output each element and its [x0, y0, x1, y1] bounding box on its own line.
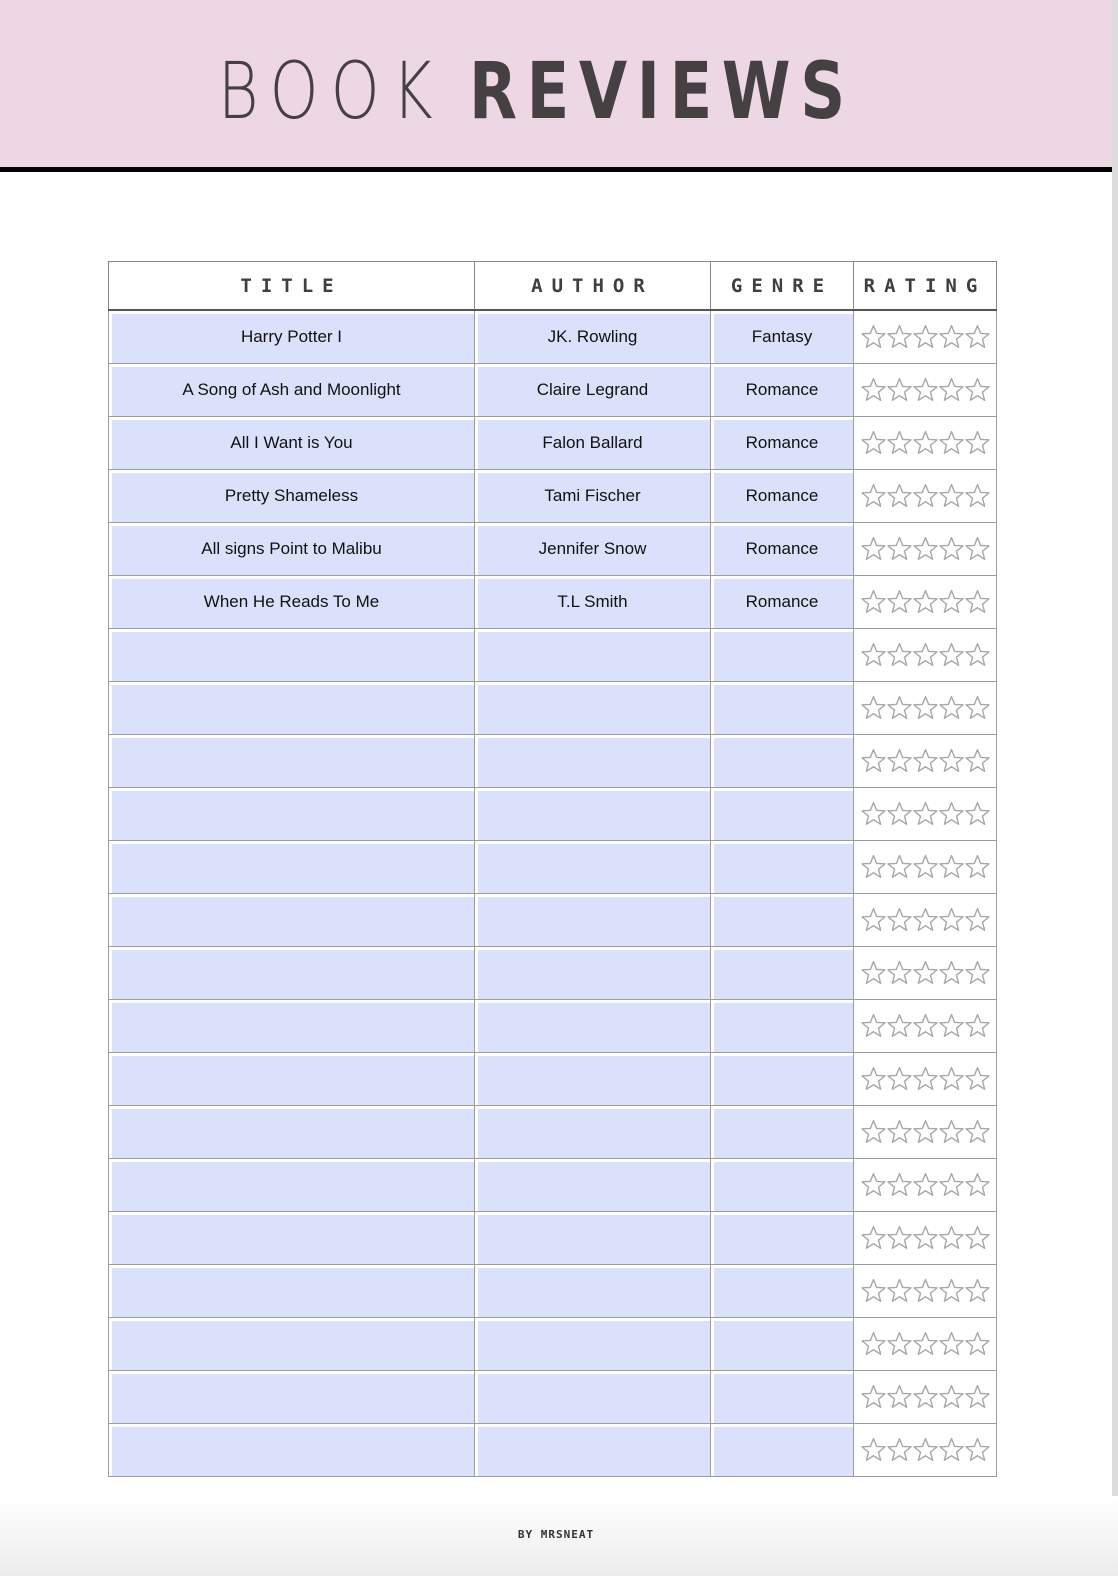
star-outline-icon[interactable]	[964, 324, 991, 350]
page-title-light: BOOK	[217, 47, 445, 137]
author-cell[interactable]: Jennifer Snow	[475, 523, 711, 576]
star-outline-icon[interactable]	[886, 1225, 913, 1251]
title-cell[interactable]: When He Reads To Me	[109, 576, 475, 629]
table-row	[109, 894, 997, 947]
author-cell[interactable]: JK. Rowling	[475, 310, 711, 364]
star-outline-icon[interactable]	[964, 430, 991, 456]
star-outline-icon[interactable]	[860, 1013, 887, 1039]
title-cell[interactable]	[109, 788, 475, 841]
rating-cell	[854, 310, 997, 364]
author-cell[interactable]	[475, 1371, 711, 1424]
star-outline-icon[interactable]	[886, 1066, 913, 1092]
star-outline-icon[interactable]	[938, 907, 965, 933]
genre-cell[interactable]: Romance	[711, 470, 854, 523]
star-outline-icon[interactable]	[912, 1437, 939, 1463]
title-cell[interactable]	[109, 947, 475, 1000]
star-outline-icon[interactable]	[886, 483, 913, 509]
star-outline-icon[interactable]	[938, 377, 965, 403]
author-cell[interactable]	[475, 1159, 711, 1212]
table-row	[109, 576, 997, 629]
star-outline-icon[interactable]	[912, 1119, 939, 1145]
column-header-title: TITLE	[109, 262, 475, 311]
rating-cell	[854, 1000, 997, 1053]
star-outline-icon[interactable]	[938, 695, 965, 721]
author-cell[interactable]	[475, 1318, 711, 1371]
star-outline-icon[interactable]	[938, 483, 965, 509]
genre-cell[interactable]: Romance	[711, 576, 854, 629]
star-outline-icon[interactable]	[964, 695, 991, 721]
page-title	[0, 46, 1112, 138]
genre-cell[interactable]	[711, 1106, 854, 1159]
table-row	[109, 1318, 997, 1371]
star-outline-icon[interactable]	[886, 748, 913, 774]
column-header-rating: RATING	[854, 262, 997, 311]
star-outline-icon[interactable]	[860, 642, 887, 668]
star-outline-icon[interactable]	[912, 483, 939, 509]
star-outline-icon[interactable]	[964, 589, 991, 615]
title-cell[interactable]	[109, 1212, 475, 1265]
table-row	[109, 1000, 997, 1053]
table-row	[109, 1159, 997, 1212]
star-outline-icon[interactable]	[938, 854, 965, 880]
header-banner	[0, 0, 1112, 172]
title-cell[interactable]: Harry Potter I	[109, 310, 475, 364]
title-cell[interactable]	[109, 1000, 475, 1053]
column-header-genre: GENRE	[711, 262, 854, 311]
star-outline-icon[interactable]	[912, 377, 939, 403]
star-outline-icon[interactable]	[912, 695, 939, 721]
genre-cell[interactable]	[711, 1371, 854, 1424]
title-cell[interactable]: Pretty Shameless	[109, 470, 475, 523]
star-outline-icon[interactable]	[860, 748, 887, 774]
star-outline-icon[interactable]	[964, 1013, 991, 1039]
rating-cell	[854, 417, 997, 470]
author-cell[interactable]	[475, 1212, 711, 1265]
author-cell[interactable]: T.L Smith	[475, 576, 711, 629]
title-cell[interactable]	[109, 841, 475, 894]
star-outline-icon[interactable]	[860, 695, 887, 721]
rating-cell	[854, 894, 997, 947]
rating-cell	[854, 735, 997, 788]
table-row	[109, 1053, 997, 1106]
star-outline-icon[interactable]	[886, 1013, 913, 1039]
star-outline-icon[interactable]	[912, 960, 939, 986]
star-outline-icon[interactable]	[886, 1278, 913, 1304]
star-outline-icon[interactable]	[964, 854, 991, 880]
title-cell[interactable]	[109, 1053, 475, 1106]
star-outline-icon[interactable]	[860, 483, 887, 509]
author-cell[interactable]	[475, 947, 711, 1000]
star-outline-icon[interactable]	[938, 1119, 965, 1145]
table-row	[109, 417, 997, 470]
author-cell[interactable]	[475, 841, 711, 894]
genre-cell[interactable]	[711, 841, 854, 894]
author-cell[interactable]	[475, 1424, 711, 1477]
star-outline-icon[interactable]	[964, 907, 991, 933]
star-outline-icon[interactable]	[964, 642, 991, 668]
star-outline-icon[interactable]	[964, 1278, 991, 1304]
star-outline-icon[interactable]	[938, 801, 965, 827]
genre-cell[interactable]: Romance	[711, 523, 854, 576]
author-cell[interactable]	[475, 1265, 711, 1318]
star-outline-icon[interactable]	[912, 324, 939, 350]
star-outline-icon[interactable]	[886, 1172, 913, 1198]
table-row	[109, 1424, 997, 1477]
star-outline-icon[interactable]	[886, 695, 913, 721]
table-body	[109, 310, 997, 1477]
star-outline-icon[interactable]	[886, 536, 913, 562]
author-cell[interactable]	[475, 1000, 711, 1053]
title-cell[interactable]	[109, 894, 475, 947]
star-outline-icon[interactable]	[964, 536, 991, 562]
star-outline-icon[interactable]	[886, 801, 913, 827]
star-outline-icon[interactable]	[912, 854, 939, 880]
star-outline-icon[interactable]	[886, 1384, 913, 1410]
genre-cell[interactable]	[711, 1265, 854, 1318]
rating-cell	[854, 1424, 997, 1477]
star-outline-icon[interactable]	[886, 377, 913, 403]
genre-cell[interactable]	[711, 629, 854, 682]
star-outline-icon[interactable]	[860, 907, 887, 933]
star-outline-icon[interactable]	[886, 960, 913, 986]
star-outline-icon[interactable]	[964, 960, 991, 986]
star-outline-icon[interactable]	[964, 801, 991, 827]
author-cell[interactable]	[475, 1053, 711, 1106]
star-outline-icon[interactable]	[886, 854, 913, 880]
genre-cell[interactable]	[711, 1424, 854, 1477]
star-outline-icon[interactable]	[860, 1331, 887, 1357]
star-outline-icon[interactable]	[860, 1225, 887, 1251]
genre-cell[interactable]: Fantasy	[711, 310, 854, 364]
title-cell[interactable]	[109, 1371, 475, 1424]
title-cell[interactable]	[109, 629, 475, 682]
star-outline-icon[interactable]	[860, 377, 887, 403]
reviews-table	[108, 261, 997, 1477]
star-outline-icon[interactable]	[886, 1331, 913, 1357]
table-row	[109, 364, 997, 417]
star-outline-icon[interactable]	[912, 536, 939, 562]
table-row	[109, 1106, 997, 1159]
genre-cell[interactable]	[711, 1318, 854, 1371]
star-outline-icon[interactable]	[938, 589, 965, 615]
author-cell[interactable]	[475, 629, 711, 682]
table-row	[109, 470, 997, 523]
star-outline-icon[interactable]	[860, 1437, 887, 1463]
star-outline-icon[interactable]	[938, 1278, 965, 1304]
star-outline-icon[interactable]	[860, 536, 887, 562]
title-cell[interactable]	[109, 1159, 475, 1212]
star-outline-icon[interactable]	[886, 430, 913, 456]
star-outline-icon[interactable]	[886, 907, 913, 933]
star-outline-icon[interactable]	[860, 1066, 887, 1092]
author-cell[interactable]: Claire Legrand	[475, 364, 711, 417]
genre-cell[interactable]	[711, 1053, 854, 1106]
star-outline-icon[interactable]	[938, 1013, 965, 1039]
star-outline-icon[interactable]	[938, 1331, 965, 1357]
page-edge	[1112, 0, 1118, 1576]
rating-cell	[854, 682, 997, 735]
genre-cell[interactable]: Romance	[711, 417, 854, 470]
author-cell[interactable]	[475, 788, 711, 841]
star-outline-icon[interactable]	[964, 1225, 991, 1251]
title-cell[interactable]	[109, 1265, 475, 1318]
table-row	[109, 1371, 997, 1424]
table-row	[109, 1212, 997, 1265]
author-cell[interactable]	[475, 1106, 711, 1159]
table-row	[109, 735, 997, 788]
table-row	[109, 841, 997, 894]
table-row	[109, 947, 997, 1000]
star-outline-icon[interactable]	[912, 1172, 939, 1198]
star-outline-icon[interactable]	[860, 430, 887, 456]
genre-cell[interactable]	[711, 894, 854, 947]
table-row	[109, 788, 997, 841]
title-cell[interactable]	[109, 1106, 475, 1159]
genre-cell[interactable]	[711, 1000, 854, 1053]
star-outline-icon[interactable]	[860, 960, 887, 986]
star-outline-icon[interactable]	[860, 1172, 887, 1198]
genre-cell[interactable]	[711, 682, 854, 735]
title-cell[interactable]	[109, 682, 475, 735]
star-outline-icon[interactable]	[912, 1331, 939, 1357]
rating-cell	[854, 1106, 997, 1159]
author-cell[interactable]	[475, 735, 711, 788]
star-outline-icon[interactable]	[860, 589, 887, 615]
star-outline-icon[interactable]	[860, 1384, 887, 1410]
star-outline-icon[interactable]	[964, 377, 991, 403]
star-outline-icon[interactable]	[912, 430, 939, 456]
rating-cell	[854, 1053, 997, 1106]
star-outline-icon[interactable]	[964, 1119, 991, 1145]
star-outline-icon[interactable]	[912, 1278, 939, 1304]
star-outline-icon[interactable]	[912, 801, 939, 827]
star-outline-icon[interactable]	[964, 1066, 991, 1092]
star-outline-icon[interactable]	[938, 642, 965, 668]
rating-cell	[854, 1212, 997, 1265]
rating-cell	[854, 1318, 997, 1371]
page-title-bold: REVIEWS	[469, 47, 855, 137]
star-outline-icon[interactable]	[964, 1437, 991, 1463]
rating-cell	[854, 788, 997, 841]
table-row	[109, 310, 997, 364]
title-cell[interactable]	[109, 735, 475, 788]
star-outline-icon[interactable]	[938, 1384, 965, 1410]
title-cell[interactable]: A Song of Ash and Moonlight	[109, 364, 475, 417]
genre-cell[interactable]	[711, 735, 854, 788]
star-outline-icon[interactable]	[964, 748, 991, 774]
rating-cell	[854, 629, 997, 682]
rating-cell	[854, 576, 997, 629]
star-outline-icon[interactable]	[964, 1172, 991, 1198]
title-cell[interactable]	[109, 1318, 475, 1371]
column-header-author: AUTHOR	[475, 262, 711, 311]
rating-cell	[854, 364, 997, 417]
star-outline-icon[interactable]	[860, 324, 887, 350]
star-outline-icon[interactable]	[912, 1384, 939, 1410]
star-outline-icon[interactable]	[938, 1225, 965, 1251]
star-outline-icon[interactable]	[912, 1225, 939, 1251]
rating-cell	[854, 1371, 997, 1424]
genre-cell[interactable]	[711, 788, 854, 841]
star-outline-icon[interactable]	[964, 1331, 991, 1357]
star-outline-icon[interactable]	[938, 1437, 965, 1463]
star-outline-icon[interactable]	[938, 748, 965, 774]
star-outline-icon[interactable]	[860, 1119, 887, 1145]
star-outline-icon[interactable]	[964, 483, 991, 509]
reviews-table-container	[108, 261, 996, 1477]
star-outline-icon[interactable]	[938, 960, 965, 986]
genre-cell[interactable]: Romance	[711, 364, 854, 417]
star-outline-icon[interactable]	[912, 1066, 939, 1092]
genre-cell[interactable]	[711, 947, 854, 1000]
star-outline-icon[interactable]	[912, 642, 939, 668]
genre-cell[interactable]	[711, 1212, 854, 1265]
star-outline-icon[interactable]	[886, 642, 913, 668]
rating-cell	[854, 947, 997, 1000]
author-cell[interactable]	[475, 682, 711, 735]
rating-cell	[854, 841, 997, 894]
table-row	[109, 682, 997, 735]
rating-cell	[854, 1265, 997, 1318]
star-outline-icon[interactable]	[886, 589, 913, 615]
title-cell[interactable]: All I Want is You	[109, 417, 475, 470]
author-cell[interactable]	[475, 894, 711, 947]
star-outline-icon[interactable]	[938, 430, 965, 456]
star-outline-icon[interactable]	[938, 1066, 965, 1092]
table-row	[109, 523, 997, 576]
star-outline-icon[interactable]	[912, 748, 939, 774]
star-outline-icon[interactable]	[938, 536, 965, 562]
author-cell[interactable]: Falon Ballard	[475, 417, 711, 470]
star-outline-icon[interactable]	[860, 1278, 887, 1304]
star-outline-icon[interactable]	[860, 801, 887, 827]
genre-cell[interactable]	[711, 1159, 854, 1212]
star-outline-icon[interactable]	[912, 907, 939, 933]
table-header-row	[109, 262, 997, 311]
rating-cell	[854, 1159, 997, 1212]
table-row	[109, 629, 997, 682]
title-cell[interactable]	[109, 1424, 475, 1477]
star-outline-icon[interactable]	[886, 324, 913, 350]
star-outline-icon[interactable]	[886, 1437, 913, 1463]
footer-credit: BY MRSNEAT	[517, 1528, 595, 1541]
star-outline-icon[interactable]	[912, 589, 939, 615]
title-cell[interactable]: All signs Point to Malibu	[109, 523, 475, 576]
star-outline-icon[interactable]	[938, 1172, 965, 1198]
rating-cell	[854, 523, 997, 576]
author-cell[interactable]: Tami Fischer	[475, 470, 711, 523]
star-outline-icon[interactable]	[938, 324, 965, 350]
star-outline-icon[interactable]	[964, 1384, 991, 1410]
star-outline-icon[interactable]	[912, 1013, 939, 1039]
star-outline-icon[interactable]	[886, 1119, 913, 1145]
star-outline-icon[interactable]	[860, 854, 887, 880]
rating-cell	[854, 470, 997, 523]
table-row	[109, 1265, 997, 1318]
